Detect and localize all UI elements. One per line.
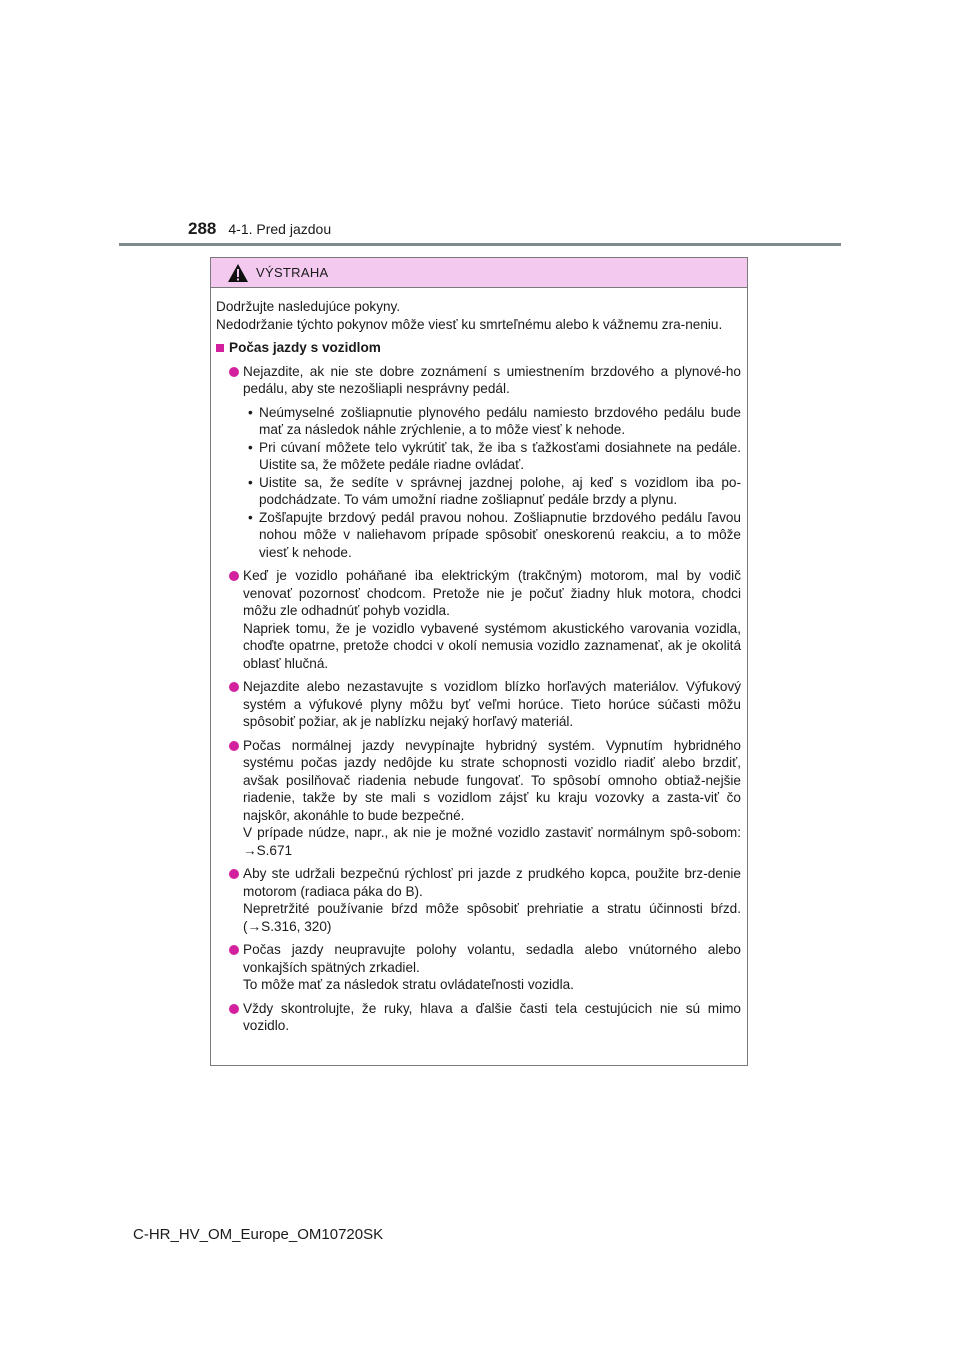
bullet-item	[216, 363, 741, 398]
bullet-item	[216, 1000, 741, 1035]
bullet-item	[216, 737, 741, 860]
bullet-text: Vždy skontrolujte, že ruky, hlava a ďalšie časti tela cestujúcich nie sú mimo vozidlo.	[243, 1000, 741, 1033]
sub-bullet-item: • Zošľapujte brzdový pedál pravou nohou. Zošliapnutie brzdového pedálu ľavou nohou môže v naliehavom prípade spôsobiť oneskorenú reakciu, a to môže viesť k nehode.	[216, 509, 741, 562]
bullet-text-continued: To môže mať za následok stratu ovládateľnosti vozidla.	[243, 977, 574, 992]
circle-bullet-icon	[229, 367, 239, 377]
circle-bullet-icon	[229, 571, 239, 581]
circle-bullet-icon	[229, 945, 239, 955]
page-number: 288	[188, 219, 217, 238]
warning-title: VÝSTRAHA	[256, 265, 329, 280]
bullet-text-continued: Napriek tomu, že je vozidlo vybavené systémom akustického varovania vozidla, choďte opatrne, pretože chodci v okolí nemusia vozidlo zaznamenať, ak je okolitá oblasť hlučná.	[243, 620, 741, 671]
bullet-text: Keď je vozidlo poháňané iba elektrickým (trakčným) motorom, mal by vodič venovať pozornosť chodcom. Pretože nie je počuť žiadny hluk motora, chodci môžu zle odhadnúť pohyb vozidla.	[243, 568, 741, 618]
circle-bullet-icon	[229, 1004, 239, 1014]
subheading	[216, 339, 741, 357]
square-bullet-icon	[216, 344, 224, 352]
warning-header	[211, 258, 747, 288]
bullet-text: Počas jazdy neupravujte polohy volantu, sedadla alebo vnútorného alebo vonkajších spätných zrkadiel.	[243, 942, 741, 975]
warning-body	[211, 288, 747, 1035]
circle-bullet-icon	[229, 741, 239, 751]
header-rule	[119, 243, 841, 246]
sub-bullet-list	[216, 404, 741, 562]
bullet-item	[216, 567, 741, 672]
circle-bullet-icon	[229, 869, 239, 879]
sub-bullet-item: • Pri cúvaní môžete telo vykrútiť tak, že iba s ťažkosťami dosiahnete na pedále. Uistite sa, že môžete pedále riadne ovládať.	[216, 439, 741, 474]
warning-box	[210, 257, 748, 1066]
circle-bullet-icon	[229, 682, 239, 692]
warning-intro-1: Dodržujte nasledujúce pokyny.	[216, 299, 401, 314]
bullet-text: Nejazdite, ak nie ste dobre zoznámení s umiestnením brzdového a plynové-ho pedálu, aby ste nezošliapli nesprávny pedál.	[243, 363, 741, 396]
warning-triangle-icon	[227, 263, 249, 283]
bullet-item	[216, 941, 741, 994]
bullet-text-continued: Nepretržité používanie bŕzd môže spôsobiť prehriatie a stratu účinnosti bŕzd. (→S.316, 320)	[243, 901, 741, 934]
section-title: 4-1. Pred jazdou	[228, 221, 332, 237]
subheading-text: Počas jazdy s vozidlom	[229, 340, 381, 355]
sub-bullet-item: • Uistite sa, že sedíte v správnej jazdnej polohe, aj keď s vozidlom iba po-podchádzate. To vám umožní riadne zošliapnuť pedále brzdy a plynu.	[216, 474, 741, 509]
bullet-text: Aby ste udržali bezpečnú rýchlosť pri jazde z prudkého kopca, použite brz-denie motorom (radiaca páka do B).	[243, 866, 741, 899]
bullet-text: Nejazdite alebo nezastavujte s vozidlom blízko horľavých materiálov. Výfukový systém a výfukové plyny môžu byť veľmi horúce. Tieto horúce súčasti môžu spôsobiť požiar, ak je nablízku nejaký horľavý materiál.	[243, 679, 741, 729]
warning-intro-2: Nedodržanie týchto pokynov môže viesť ku smrteľnému alebo k vážnemu zra-neniu.	[216, 316, 723, 332]
bullet-text: Počas normálnej jazdy nevypínajte hybridný systém. Vypnutím hybridného systému počas jazdy nedôjde ku strate schopnosti vozidlo riadiť alebo brzdiť, avšak posilňovač riadenia nebude fungovať. To spôsobí omnoho obtiaž-nejšie riadenie, takže by ste mali s vozidlom zájsť ku kraju vozovky a zasta-viť čo najskôr, akonáhle to bude bezpečné.	[243, 737, 741, 823]
footer-doc-id: C-HR_HV_OM_Europe_OM10720SK	[133, 1226, 384, 1243]
page-header	[188, 219, 331, 239]
bullet-text-continued: V prípade núdze, napr., ak nie je možné vozidlo zastaviť normálnym spô-sobom: →S.671	[243, 825, 741, 858]
bullet-item	[216, 865, 741, 935]
bullet-item	[216, 678, 741, 731]
sub-bullet-item: • Neúmyselné zošliapnutie plynového pedálu namiesto brzdového pedálu bude mať za následok náhle zrýchlenie, a to môže viesť k nehode.	[216, 404, 741, 439]
